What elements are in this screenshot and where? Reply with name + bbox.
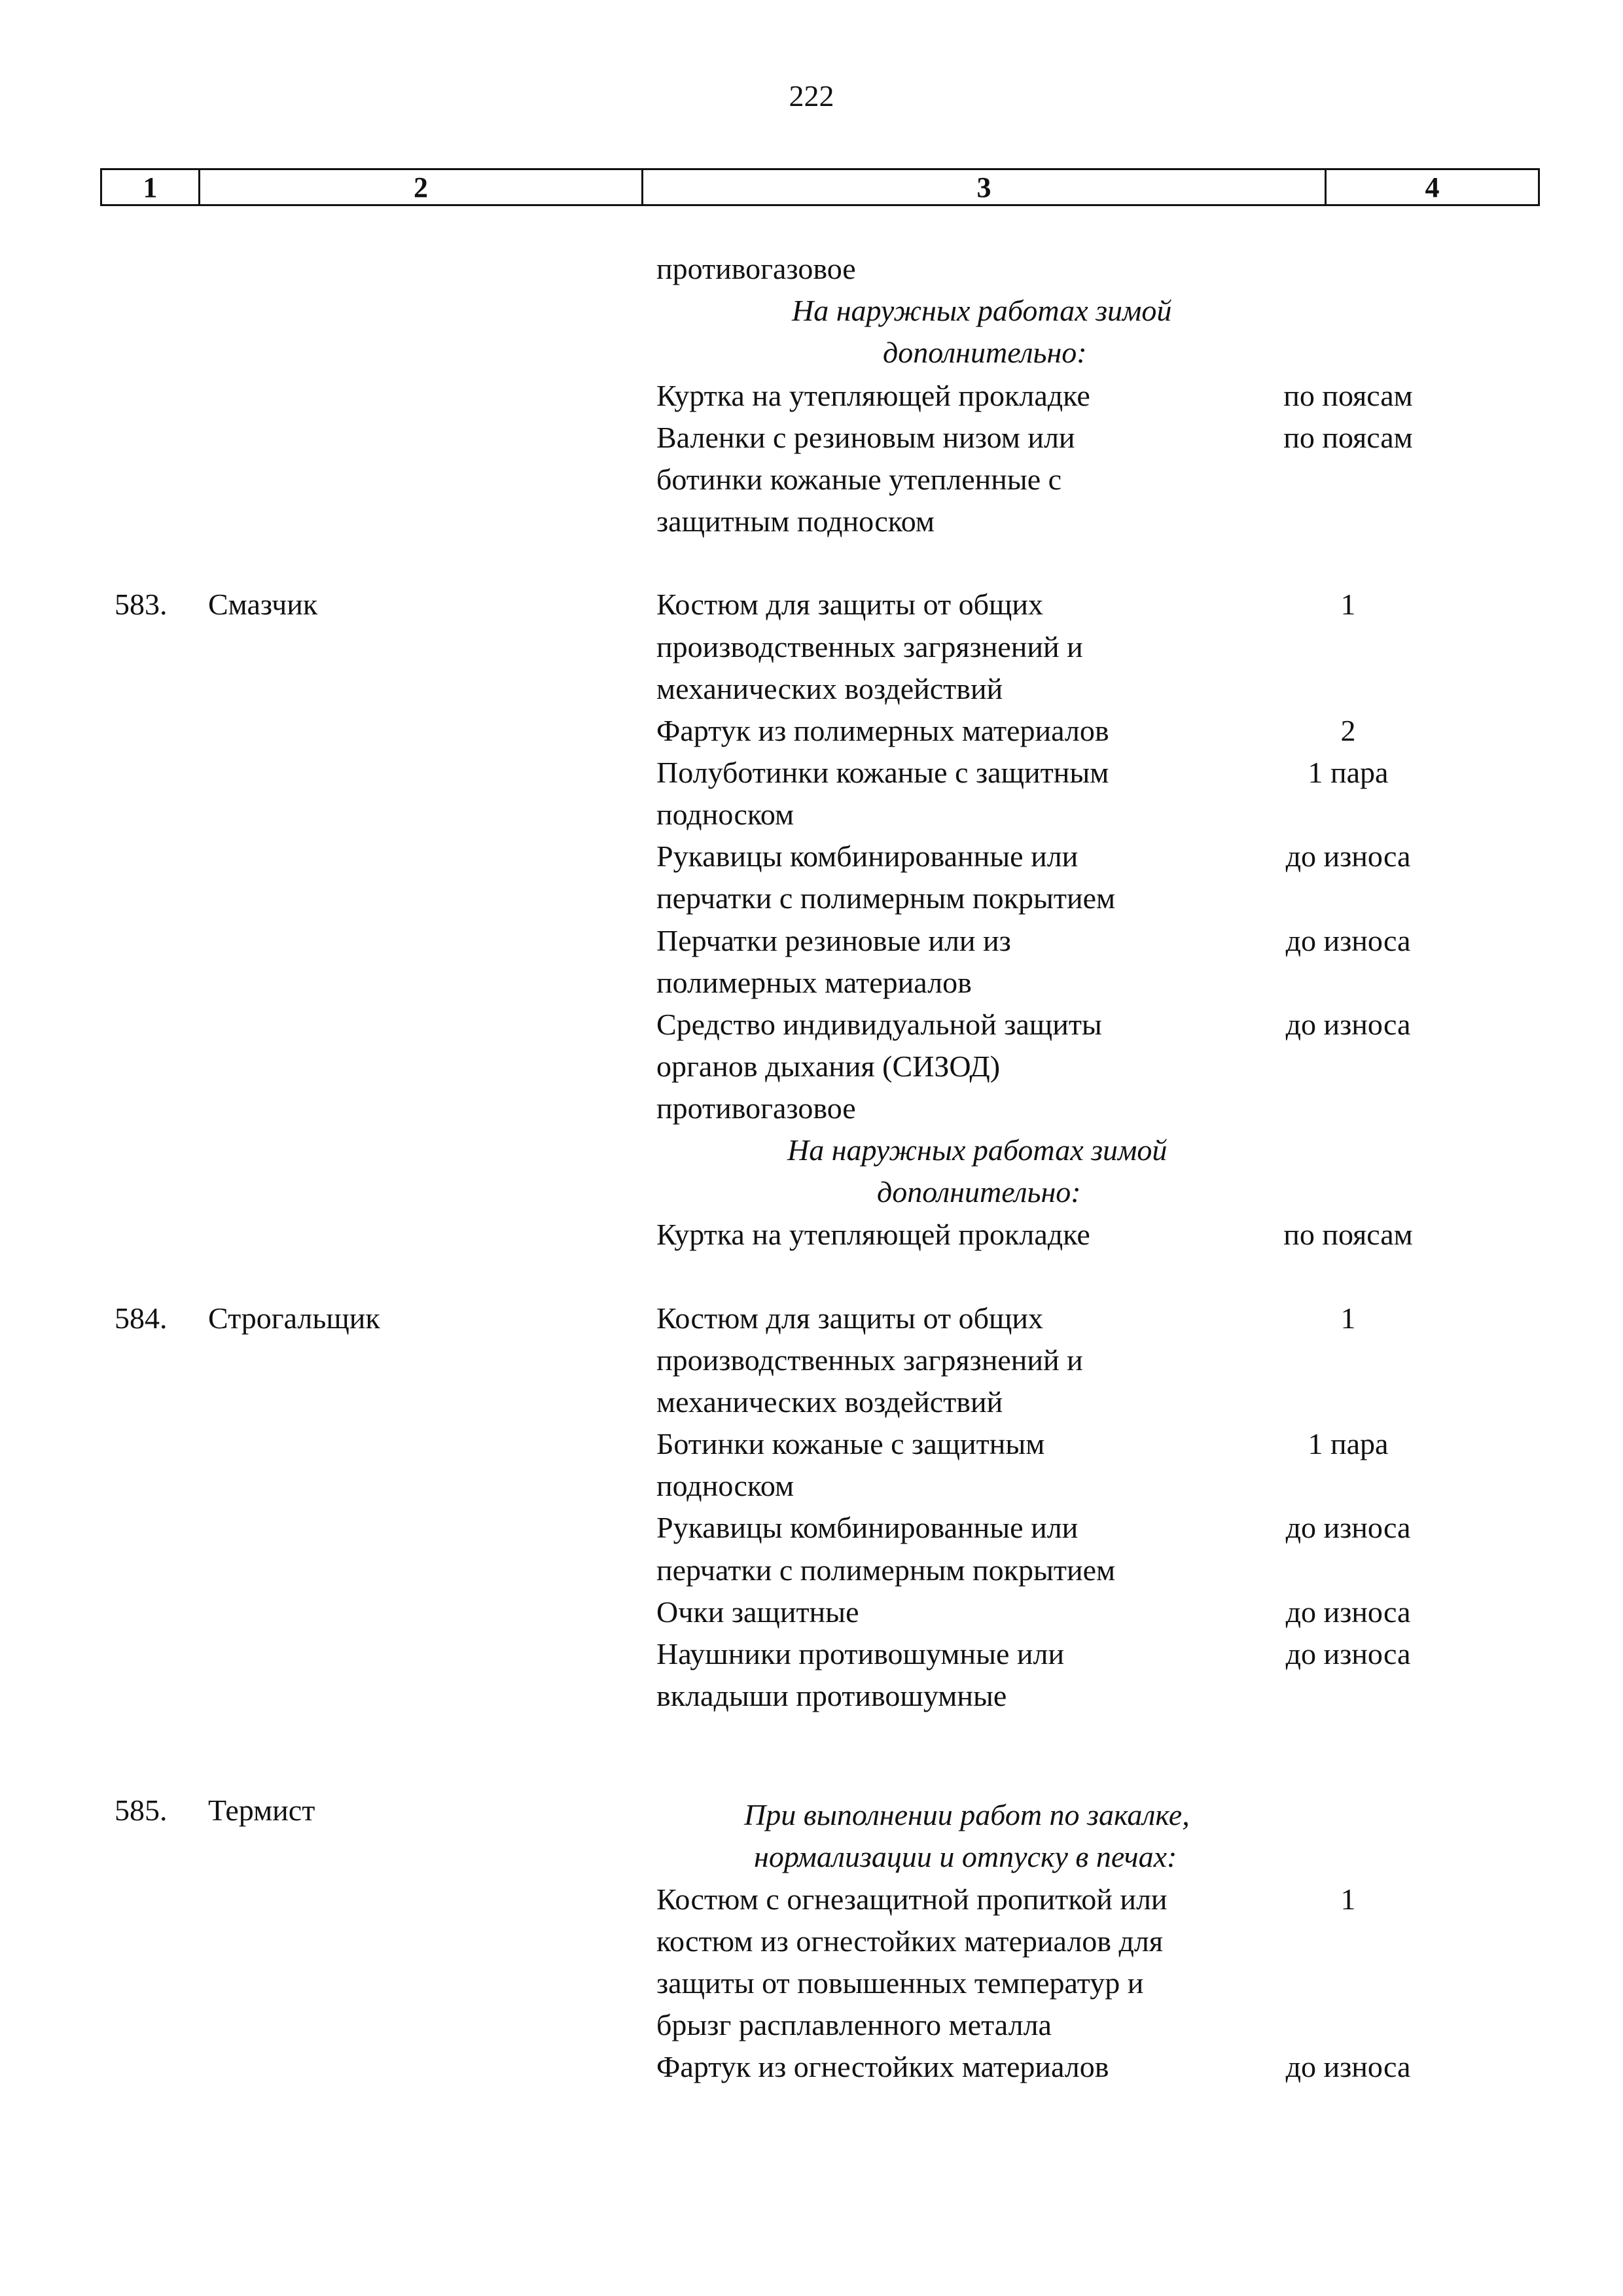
item-norm: до износа [1285,1595,1411,1629]
item-norm: до износа [1285,1008,1411,1041]
item-norm: 1 пара [1308,756,1389,789]
winter-note: дополнительно: [883,336,1087,369]
entry-number: 585. [115,1793,168,1827]
item-line: Костюм для защиты от общих [656,588,1044,621]
item-norm: до износа [1285,924,1411,957]
entry-profession: Строгальщик [208,1301,380,1335]
item-line: производственных загрязнений и [656,1343,1083,1377]
condition-note: При выполнении работ по закалке, [744,1798,1190,1831]
item-line: костюм из огнестойких материалов для [656,1924,1164,1958]
item-line: механических воздействий [656,1385,1003,1419]
item-line: Ботинки кожаные с защитным [656,1427,1045,1460]
item-line: Валенки с резиновым низом или [656,421,1075,454]
item-norm: по поясам [1283,421,1413,454]
item-line: органов дыхания (СИЗОД) [656,1050,1001,1083]
item-norm: по поясам [1283,1218,1413,1251]
item-line: Полуботинки кожаные с защитным [656,756,1109,789]
item-line: перчатки с полимерным покрытием [656,1553,1116,1587]
item-line: Куртка на утепляющей прокладке [656,1218,1090,1251]
item-line: Средство индивидуальной защиты [656,1008,1102,1041]
item-norm: по поясам [1283,379,1413,412]
header-col-1: 1 [143,171,158,203]
header-col-3: 3 [641,170,1325,204]
item-norm: до износа [1285,1637,1411,1670]
item-line: Костюм с огнезащитной пропиткой или [656,1882,1168,1916]
item-line: противогазовое [656,1091,856,1125]
page-number: 222 [789,79,834,113]
item-norm: до износа [1285,839,1411,873]
item-line: брызг расплавленного металла [656,2008,1052,2041]
item-line: Куртка на утепляющей прокладке [656,379,1090,412]
item-line: механических воздействий [656,672,1003,705]
item-line: перчатки с полимерным покрытием [656,881,1116,915]
entry-number: 584. [115,1301,168,1335]
entry-profession: Термист [208,1793,315,1827]
item-line: производственных загрязнений и [656,630,1083,663]
item-norm: 1 пара [1308,1427,1389,1460]
item-line: подноском [656,1469,794,1502]
table-header [100,168,1540,206]
item-line: Фартук из полимерных материалов [656,714,1109,747]
item-norm: 1 [1340,1301,1356,1335]
entry-number: 583. [115,588,168,621]
header-col-4: 4 [1325,170,1538,204]
winter-note: дополнительно: [877,1175,1081,1209]
item-line: противогазовое [656,252,856,285]
item-line: Фартук из огнестойких материалов [656,2050,1109,2083]
item-line: полимерных материалов [656,966,972,999]
item-norm: 2 [1340,714,1356,747]
item-line: подноском [656,798,794,831]
item-norm: до износа [1285,2050,1411,2083]
item-line: защитным подноском [656,504,935,538]
condition-note: нормализации и отпуску в печах: [754,1840,1177,1873]
winter-note: На наружных работах зимой [787,1133,1168,1167]
item-line: Перчатки резиновые или из [656,924,1011,957]
item-line: вкладыши противошумные [656,1679,1007,1712]
item-line: защиты от повышенных температур и [656,1966,1144,2000]
item-norm: 1 [1340,588,1356,621]
header-col-2: 2 [198,170,641,204]
item-line: Рукавицы комбинированные или [656,1511,1079,1544]
item-line: Рукавицы комбинированные или [656,839,1079,873]
item-line: Наушники противошумные или [656,1637,1065,1670]
item-norm: до износа [1285,1511,1411,1544]
item-line: ботинки кожаные утепленные с [656,463,1062,496]
item-line: Очки защитные [656,1595,859,1629]
winter-note: На наружных работах зимой [792,294,1172,327]
item-line: Костюм для защиты от общих [656,1301,1044,1335]
entry-profession: Смазчик [208,588,318,621]
item-norm: 1 [1340,1882,1356,1916]
